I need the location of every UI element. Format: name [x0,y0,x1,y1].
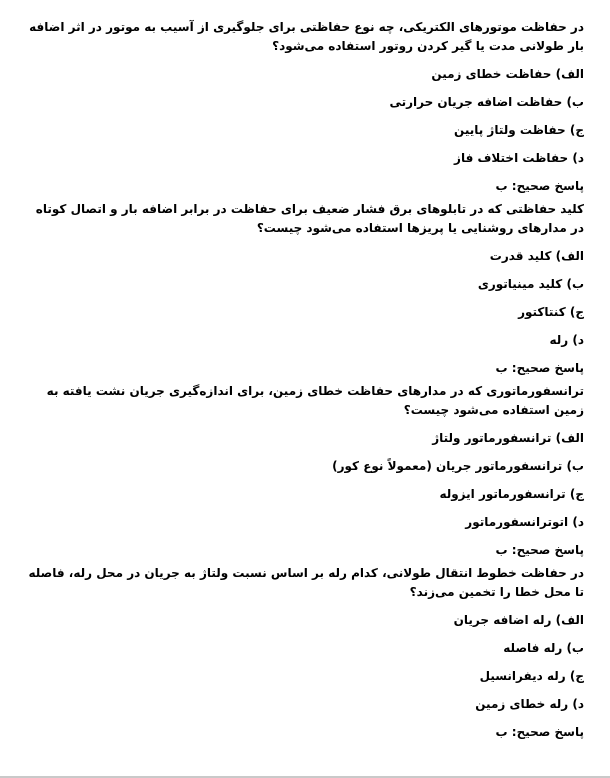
correct-answer: پاسخ صحیح: ب [495,725,584,739]
question-text: در حفاظت خطوط انتقال طولانی، کدام رله بر اساس نسبت ولتاژ به جریان در محل رله، فاصله تا محل خطا را تخمین می‌زند؟ [28,566,584,599]
option-b: ب) ترانسفورماتور جریان (معمولاً نوع کور) [332,459,584,473]
option-d: د) رله [549,333,584,347]
option-a: الف) کلید قدرت [489,249,584,263]
option-b: ب) کلید مینیاتوری [477,277,584,291]
correct-answer: پاسخ صحیح: ب [495,543,584,557]
question-block-2 [26,200,584,378]
option-c: ج) رله دیفرانسیل [479,669,584,683]
option-c: ج) ترانسفورماتور ایزوله [439,487,584,501]
question-block-1 [26,18,584,196]
correct-answer: پاسخ صحیح: ب [495,361,584,375]
question-block-4 [26,564,584,742]
option-b: ب) حفاظت اضافه جریان حرارتی [389,95,584,109]
question-block-3 [26,382,584,560]
option-a: الف) رله اضافه جریان [453,613,584,627]
option-d: د) رله خطای زمین [475,697,584,711]
option-a: الف) حفاظت خطای زمین [431,67,584,81]
correct-answer: پاسخ صحیح: ب [495,179,584,193]
option-d: د) اتوترانسفورماتور [465,515,584,529]
question-text: در حفاظت موتورهای الکتریکی، چه نوع حفاظتی برای جلوگیری از آسیب به موتور در اثر اضافه بار طولانی مدت یا گیر کردن روتور استفاده می‌شود؟ [29,20,584,53]
question-text: کلید حفاظتی که در تابلوهای برق فشار ضعیف برای حفاظت در برابر اضافه بار و اتصال کوتاه در مدارهای روشنایی یا پریزها استفاده می‌شود چیست؟ [35,202,584,235]
option-b: ب) رله فاصله [503,641,584,655]
option-a: الف) ترانسفورماتور ولتاژ [432,431,584,445]
option-c: ج) کنتاکتور [518,305,584,319]
question-text: ترانسفورماتوری که در مدارهای حفاظت خطای زمین، برای اندازه‌گیری جریان نشت یافته به زمین استفاده می‌شود چیست؟ [46,384,584,417]
option-c: ج) حفاظت ولتاژ پایین [454,123,584,137]
option-d: د) حفاظت اختلاف فاز [454,151,584,165]
